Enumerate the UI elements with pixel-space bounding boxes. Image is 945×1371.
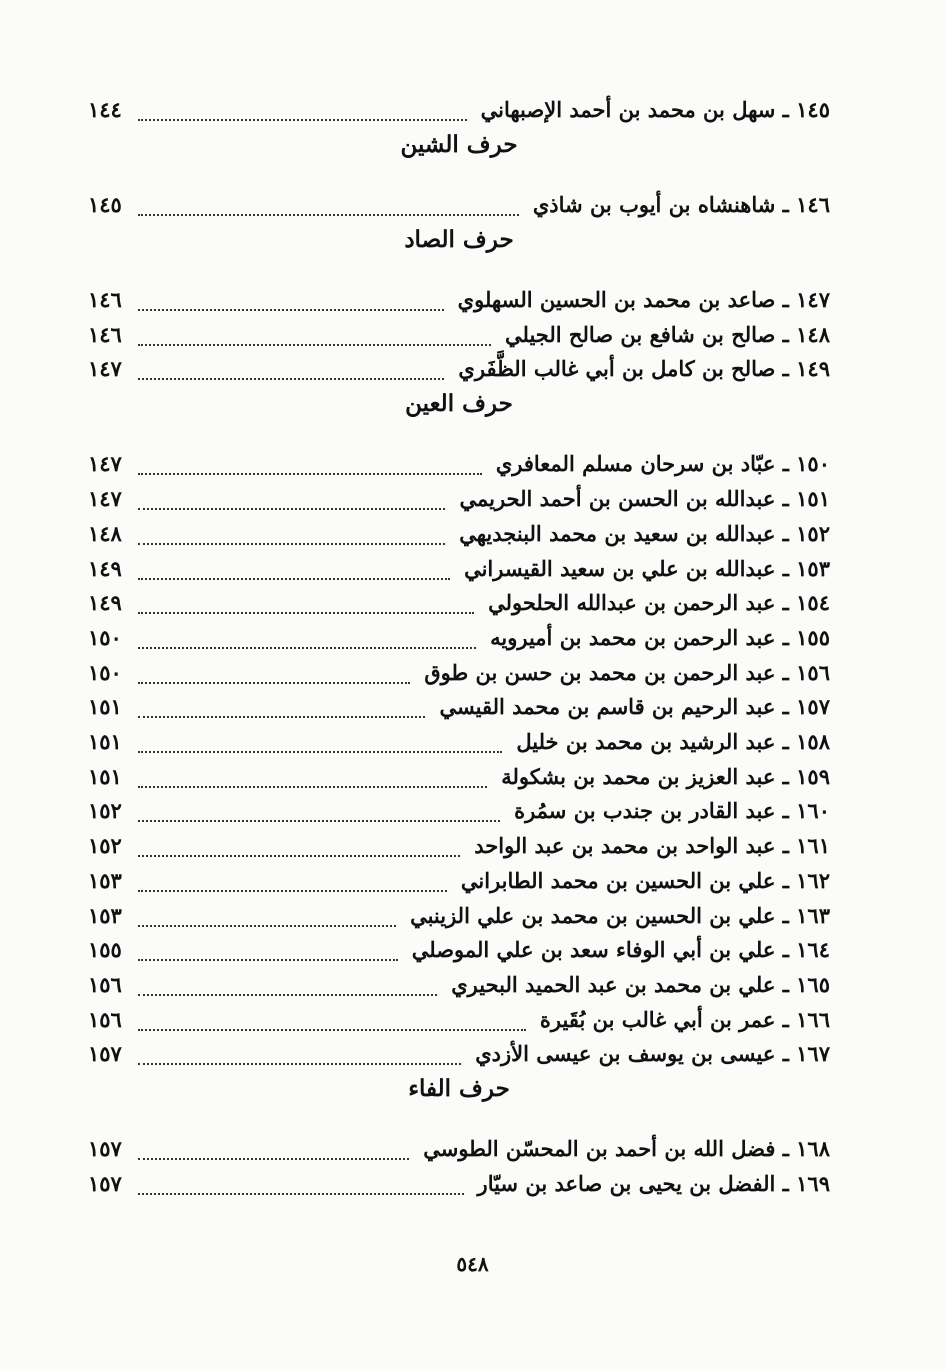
entry-title: ١٦٣ ـ علي بن الحسين بن محمد بن علي الزينبي [410,902,830,928]
index-entry [88,1007,830,1041]
index-entry [88,521,830,555]
entry-page-number: ١٤٨ [88,520,122,546]
entry-title: ١٥١ ـ عبدالله بن الحسن بن أحمد الحريمي [459,486,830,512]
dot-leader [138,786,487,788]
entry-title: ١٤٧ ـ صاعد بن محمد بن الحسين السهلوي [457,287,830,312]
entry-title: ١٦٩ ـ الفضل بن يحيى بن صاعد بن سيّار [477,1171,830,1196]
dot-leader [138,543,445,545]
dot-leader [138,925,396,927]
index-entry [88,1171,830,1205]
index-entry [88,1041,830,1075]
entry-page-number: ١٤٦ [88,287,122,312]
index-entry [88,287,830,321]
index-entry [88,833,830,867]
entry-title: ١٥٢ ـ عبدالله بن سعيد بن محمد البنجديهي [459,520,830,546]
entry-title: ١٦٤ ـ علي بن أبي الوفاء سعد بن علي الموصلي [411,937,830,963]
entry-page-number: ١٤٧ [88,356,122,382]
entry-page-number: ١٥٦ [88,1006,122,1032]
entry-title: ١٥٦ ـ عبد الرحمن بن محمد بن حسن بن طوق [424,659,830,685]
dot-leader [138,855,460,857]
entry-title: ١٦٨ ـ فضل الله بن أحمد بن المحسّن الطوسي [423,1136,830,1162]
page-number: ٥٤٨ [456,1252,489,1276]
entry-title: ١٤٩ ـ صالح بن كامل بن أبي غالب الظَّفَري [458,356,830,382]
entry-page-number: ١٥٠ [88,659,122,685]
dot-leader [138,890,447,892]
index-entry [88,1136,830,1170]
dot-leader [138,309,444,311]
index-entry [88,764,830,798]
entry-page-number: ١٥٧ [88,1136,122,1162]
index-entry [88,694,830,728]
entry-title: ١٦٧ ـ عيسى بن يوسف بن عيسى الأزدي [475,1041,830,1067]
dot-leader [138,119,467,121]
entry-title: ١٥٧ ـ عبد الرحيم بن قاسم بن محمد القيسي [439,694,830,720]
dot-leader [138,1193,464,1195]
entry-title: ١٤٦ ـ شاهنشاه بن أيوب بن شاذي [532,192,830,217]
section-heading: حرف الشين [400,131,518,158]
entry-title: ١٤٨ ـ صالح بن شافع بن صالح الجيلي [505,321,830,347]
entry-page-number: ١٥٠ [88,624,122,650]
dot-leader [138,378,444,380]
dot-leader [138,716,425,718]
entry-title: ١٥٤ ـ عبد الرحمن بن عبدالله الحلحولي [488,590,830,616]
entry-page-number: ١٥٥ [88,937,122,963]
entry-title: ١٦٢ ـ علي بن الحسين بن محمد الطابراني [460,867,830,893]
dot-leader [138,682,410,684]
index-entry [88,97,830,131]
dot-leader [138,751,502,753]
section-heading: حرف الفاء [408,1075,510,1103]
entry-title: ١٥٩ ـ عبد العزيز بن محمد بن بشكولة [501,763,830,789]
entry-title: ١٥٠ ـ عبّاد بن سرحان مسلم المعافري [495,451,830,477]
index-entry [88,868,830,902]
index-entry [88,322,830,356]
entry-page-number: ١٥٦ [88,971,122,997]
index-entry [88,356,830,390]
dot-leader [138,578,450,580]
entry-title: ١٤٥ ـ سهل بن محمد بن أحمد الإصبهاني [480,97,830,122]
entry-page-number: ١٥١ [88,694,122,720]
entry-title: ١٦٥ ـ علي بن محمد بن عبد الحميد البحيري [451,971,830,997]
dot-leader [138,820,500,822]
entry-page-number: ١٤٧ [88,486,122,512]
index-entry [88,451,830,485]
entry-page-number: ١٤٩ [88,590,122,616]
entry-page-number: ١٥٢ [88,798,122,824]
dot-leader [138,344,491,346]
index-entry [88,556,830,590]
dot-leader [138,994,437,996]
entry-page-number: ١٥٧ [88,1041,122,1067]
dot-leader [138,1063,461,1065]
entry-page-number: ١٥٢ [88,833,122,859]
index-entry [88,937,830,971]
entry-page-number: ١٥١ [88,729,122,754]
entry-page-number: ١٤٤ [88,97,122,122]
entry-title: ١٥٣ ـ عبدالله بن علي بن سعيد القيسراني [464,555,830,581]
dot-leader [138,647,476,649]
entry-title: ١٦٦ ـ عمر بن أبي غالب بن بُقَيرة [539,1006,830,1032]
index-entry [88,729,830,763]
entry-page-number: ١٤٥ [88,192,122,217]
index-entry [88,903,830,937]
entry-page-number: ١٤٧ [88,451,122,477]
dot-leader [138,1158,409,1160]
entry-title: ١٦٠ ـ عبد القادر بن جندب بن سمُرة [514,798,830,824]
dot-leader [138,959,398,961]
index-entry [88,798,830,832]
entry-page-number: ١٤٩ [88,555,122,581]
entry-title: ١٥٥ ـ عبد الرحمن بن محمد بن أميرويه [490,624,830,650]
entry-title: ١٥٨ ـ عبد الرشيد بن محمد بن خليل [516,729,830,754]
entry-page-number: ١٥٣ [88,867,122,893]
entry-title: ١٦١ ـ عبد الواحد بن محمد بن عبد الواحد [474,833,830,859]
dot-leader [138,1029,526,1031]
dot-leader [138,214,519,216]
entry-page-number: ١٥٣ [88,902,122,928]
index-entry [88,625,830,659]
index-entry [88,590,830,624]
dot-leader [138,473,482,475]
index-entry [88,192,830,226]
index-entry [88,972,830,1006]
entry-page-number: ١٤٦ [88,321,122,347]
index-entry [88,486,830,520]
dot-leader [138,612,474,614]
entry-page-number: ١٥٧ [88,1171,122,1196]
index-entry [88,660,830,694]
section-heading: حرف العين [405,390,513,418]
dot-leader [138,508,445,510]
entry-page-number: ١٥١ [88,763,122,789]
section-heading: حرف الصاد [404,226,514,253]
